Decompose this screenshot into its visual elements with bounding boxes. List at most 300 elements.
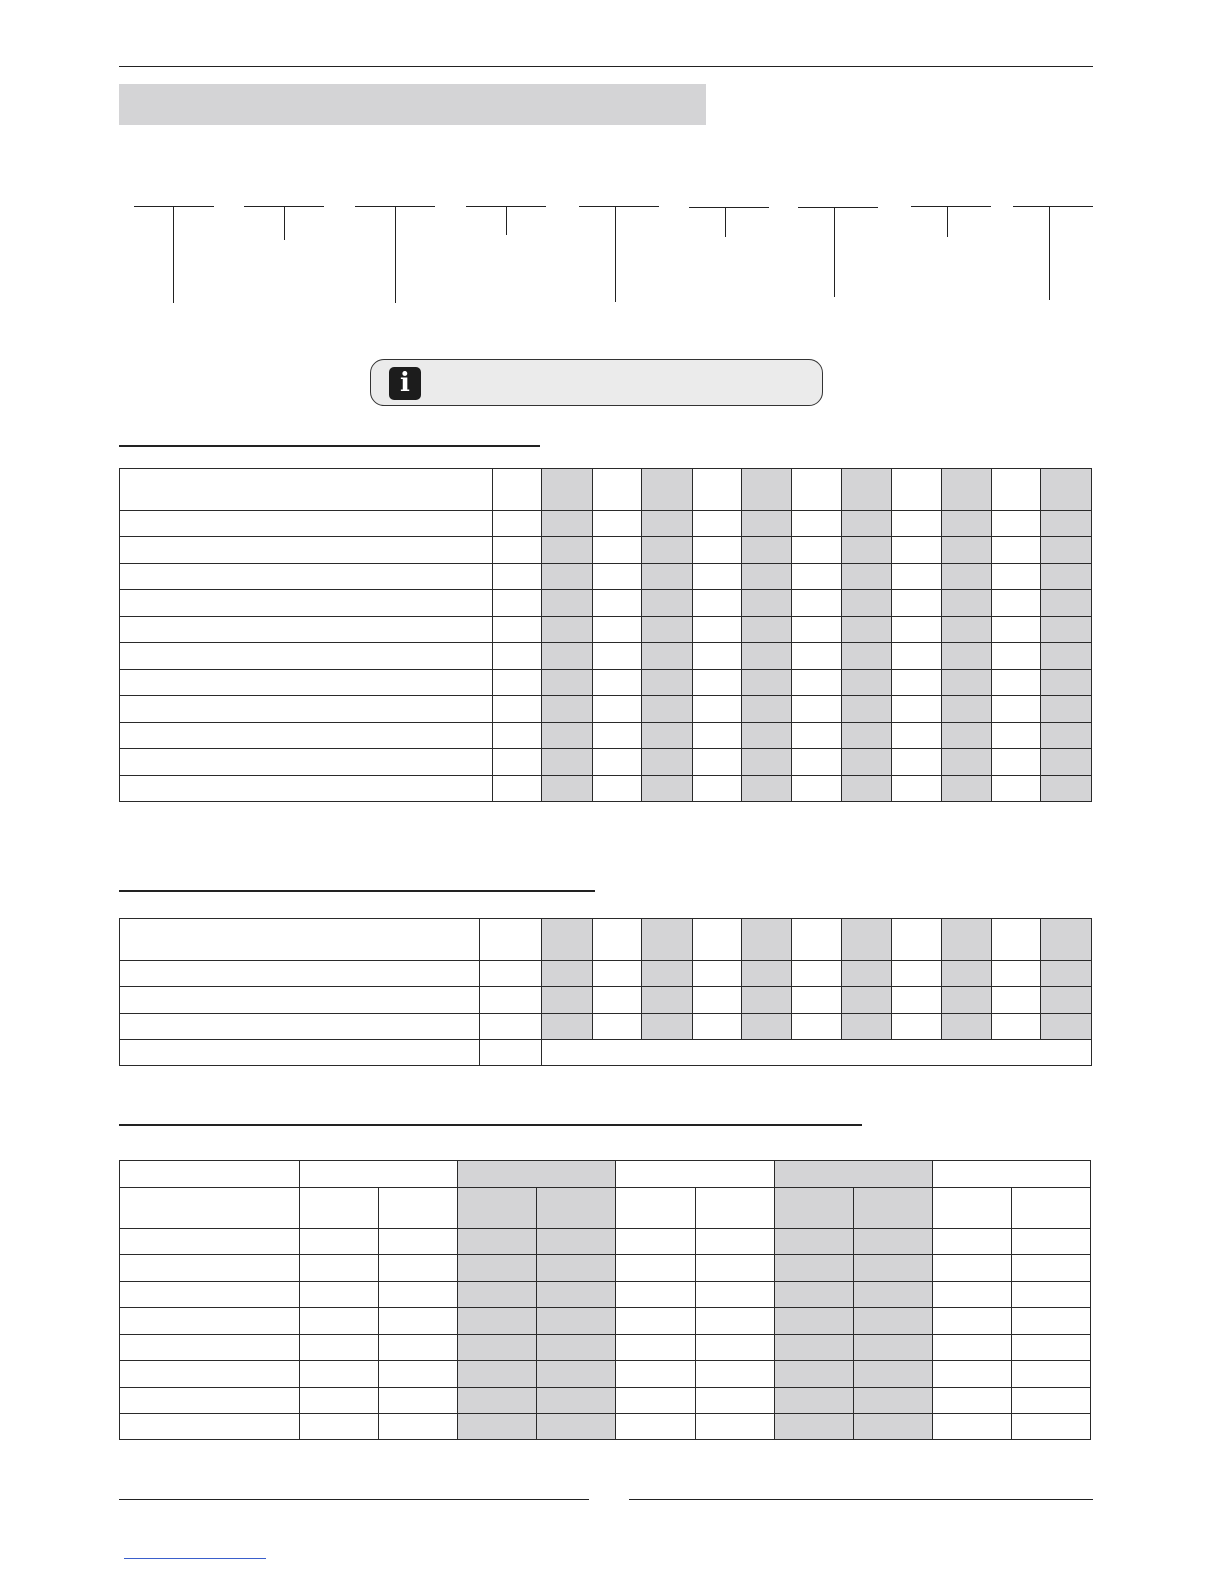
table-cell [120,511,493,537]
table-cell [853,1335,932,1361]
table-cell [742,511,792,537]
table-cell [742,564,792,590]
table-cell [1011,1188,1090,1229]
table-group-cell [300,1161,458,1188]
callout-leader [615,206,616,302]
table-cell [480,987,542,1014]
table-cell [695,1361,774,1388]
table-cell [841,511,891,537]
table-cell [792,469,841,511]
table-cell [542,961,592,987]
callout-bracket [689,207,769,208]
callout-leader [947,206,948,237]
table-cell [692,776,741,802]
table-cell [1011,1361,1090,1388]
table-cell [932,1255,1011,1282]
callout-leader [834,207,835,297]
spec-table-3 [119,1160,1091,1440]
table-cell [480,1040,542,1066]
table-cell [992,643,1041,670]
table-cell [493,617,542,643]
table-cell [493,723,542,749]
table-cell [792,670,841,696]
table-cell [642,1014,692,1040]
table-cell [458,1188,537,1229]
table-cell [542,987,592,1014]
table-group-cell [932,1161,1090,1188]
table-merged-cell [542,1040,1092,1066]
table-cell [742,961,792,987]
table-cell [742,696,792,723]
table-cell [1041,961,1092,987]
table-cell [774,1388,853,1414]
table-cell [742,749,792,776]
table-cell [941,696,991,723]
table-row [120,696,1092,723]
table-cell [892,723,941,749]
table-header-row [120,1188,1091,1229]
table-cell [642,511,692,537]
table-cell [892,643,941,670]
table-header-row [120,919,1092,961]
table-cell [537,1255,616,1282]
info-note [370,359,823,406]
table-cell [692,1014,741,1040]
spec-table-2 [119,918,1092,1066]
table-cell [493,670,542,696]
table-cell [537,1229,616,1255]
table-cell [379,1229,458,1255]
table-cell [616,1229,695,1255]
table-cell [841,564,891,590]
table-cell [542,776,592,802]
table-cell [853,1282,932,1308]
table-cell [892,670,941,696]
table-cell [692,564,741,590]
table-cell [592,643,641,670]
table-cell [792,643,841,670]
table-cell [692,749,741,776]
table-cell [616,1414,695,1440]
table-cell [841,749,891,776]
table-cell [841,617,891,643]
table-cell [692,590,741,617]
table-cell [695,1335,774,1361]
table-cell [592,1014,641,1040]
table-row [120,511,1092,537]
table-cell [932,1229,1011,1255]
table-cell [120,564,493,590]
table-cell [692,643,741,670]
table-row [120,1255,1091,1282]
table-cell [120,1414,300,1440]
callout-bracket [1013,206,1093,207]
top-rule [119,66,1093,67]
table-cell [379,1388,458,1414]
table-cell [592,537,641,564]
callout-leader [395,206,396,303]
table-cell [537,1188,616,1229]
table-cell [592,987,641,1014]
table-row [120,961,1092,987]
section-heading-3 [119,1124,862,1126]
table-cell [642,670,692,696]
table-cell [774,1229,853,1255]
table-cell [792,723,841,749]
table-cell [542,537,592,564]
table-cell [792,987,841,1014]
table-row [120,1040,1092,1066]
table-cell [379,1335,458,1361]
table-cell [542,723,592,749]
table-cell [458,1388,537,1414]
table-row [120,670,1092,696]
callout-leader [506,206,507,235]
footer-link[interactable] [124,1558,266,1559]
table-cell [992,1014,1041,1040]
table-cell [774,1188,853,1229]
table-cell [642,469,692,511]
table-cell [592,961,641,987]
table-cell [892,590,941,617]
table-cell [892,696,941,723]
table-cell [941,643,991,670]
table-cell [480,961,542,987]
table-cell [892,749,941,776]
table-cell [542,696,592,723]
table-cell [120,1014,480,1040]
table-cell [695,1282,774,1308]
table-cell [941,590,991,617]
table-cell [1041,670,1092,696]
table-cell [792,564,841,590]
table-cell [932,1335,1011,1361]
table-cell [841,987,891,1014]
table-cell [120,723,493,749]
table-cell [592,749,641,776]
table-cell [379,1282,458,1308]
table-cell [892,617,941,643]
table-cell [493,696,542,723]
table-cell [592,564,641,590]
table-cell [379,1361,458,1388]
table-cell [695,1414,774,1440]
table-cell [892,919,941,961]
table-cell [120,617,493,643]
table-cell [941,987,991,1014]
table-cell [592,776,641,802]
table-cell [1011,1414,1090,1440]
table-cell [792,749,841,776]
table-cell [493,776,542,802]
table-cell [1041,723,1092,749]
table-cell [120,1255,300,1282]
table-cell [695,1255,774,1282]
table-cell [941,749,991,776]
table-row [120,1414,1091,1440]
table-cell [542,469,592,511]
table-cell [542,590,592,617]
table-cell [892,537,941,564]
table-cell [592,469,641,511]
table-cell [841,469,891,511]
table-cell [542,670,592,696]
table-cell [1041,776,1092,802]
table-row [120,1361,1091,1388]
table-cell [892,987,941,1014]
page-title-bar [119,84,706,125]
table-cell [120,1188,300,1229]
table-cell [892,1014,941,1040]
table-cell [692,696,741,723]
table-cell [853,1188,932,1229]
table-cell [120,776,493,802]
table-cell [616,1335,695,1361]
table-cell [592,696,641,723]
table-cell [458,1414,537,1440]
callout-leader [725,207,726,237]
table-cell [1041,469,1092,511]
table-cell [692,723,741,749]
table-cell [1011,1335,1090,1361]
table-cell [120,537,493,564]
table-cell [742,590,792,617]
table-cell [542,617,592,643]
table-row [120,749,1092,776]
table-cell [742,469,792,511]
table-cell [642,696,692,723]
table-cell [300,1361,379,1388]
table-cell [458,1335,537,1361]
table-cell [642,643,692,670]
table-cell [300,1255,379,1282]
table-row [120,1014,1092,1040]
table-cell [992,670,1041,696]
table-cell [853,1308,932,1335]
table-cell [992,537,1041,564]
table-row [120,723,1092,749]
table-cell [892,511,941,537]
table-cell [932,1388,1011,1414]
table-cell [592,670,641,696]
table-cell [992,776,1041,802]
table-cell [1011,1308,1090,1335]
table-cell [841,643,891,670]
table-cell [841,919,891,961]
callout-bracket [911,206,991,207]
table-cell [992,590,1041,617]
table-cell [792,1014,841,1040]
table-cell [300,1308,379,1335]
table-cell [616,1361,695,1388]
table-cell [480,919,542,961]
table-cell [932,1361,1011,1388]
table-cell [841,590,891,617]
table-cell [493,537,542,564]
table-cell [642,961,692,987]
table-cell [120,1161,300,1188]
table-cell [941,1014,991,1040]
table-cell [458,1282,537,1308]
table-group-cell [774,1161,932,1188]
table-cell [592,617,641,643]
table-cell [642,537,692,564]
table-cell [932,1308,1011,1335]
callout-leader [1049,206,1050,300]
table-cell [537,1335,616,1361]
table-header-row [120,469,1092,511]
table-cell [300,1414,379,1440]
info-icon: i [389,367,421,400]
table-cell [480,1014,542,1040]
table-cell [120,961,480,987]
table-cell [892,961,941,987]
table-cell [300,1188,379,1229]
table-cell [616,1388,695,1414]
table-cell [941,564,991,590]
table-cell [1041,919,1092,961]
callout-leader [284,206,285,240]
table-cell [695,1388,774,1414]
table-cell [542,643,592,670]
table-cell [616,1188,695,1229]
table-cell [692,511,741,537]
table-cell [992,564,1041,590]
table-cell [853,1229,932,1255]
callout-bracket [798,207,878,208]
table-cell [792,696,841,723]
table-cell [379,1414,458,1440]
table-cell [542,511,592,537]
callout-bracket [579,206,659,207]
table-cell [792,617,841,643]
table-cell [493,590,542,617]
table-cell [120,1388,300,1414]
table-cell [992,987,1041,1014]
table-cell [692,961,741,987]
table-cell [1041,987,1092,1014]
table-cell [792,919,841,961]
table-cell [992,723,1041,749]
table-cell [642,564,692,590]
table-cell [1041,537,1092,564]
table-cell [1041,1014,1092,1040]
table-cell [792,537,841,564]
table-cell [120,670,493,696]
table-cell [792,961,841,987]
table-cell [379,1308,458,1335]
table-cell [932,1414,1011,1440]
table-row [120,643,1092,670]
table-cell [493,564,542,590]
table-group-header-row [120,1161,1091,1188]
section-heading-1 [119,445,540,447]
table-cell [1011,1282,1090,1308]
table-cell [1011,1229,1090,1255]
table-cell [774,1414,853,1440]
table-cell [841,696,891,723]
table-cell [853,1361,932,1388]
table-cell [695,1229,774,1255]
table-row [120,564,1092,590]
table-cell [379,1255,458,1282]
table-cell [1041,643,1092,670]
table-cell [120,987,480,1014]
table-cell [537,1361,616,1388]
table-row [120,537,1092,564]
table-cell [774,1335,853,1361]
table-cell [692,987,741,1014]
table-cell [774,1308,853,1335]
table-cell [493,749,542,776]
table-cell [542,919,592,961]
table-cell [941,723,991,749]
table-cell [537,1414,616,1440]
callout-leader [173,206,174,303]
table-cell [537,1282,616,1308]
table-cell [1041,590,1092,617]
table-cell [742,643,792,670]
table-cell [493,469,542,511]
table-row [120,1388,1091,1414]
spec-table-1 [119,468,1092,802]
table-cell [642,590,692,617]
table-cell [1041,564,1092,590]
table-cell [695,1308,774,1335]
table-cell [300,1388,379,1414]
table-cell [932,1188,1011,1229]
table-row [120,1308,1091,1335]
table-cell [692,537,741,564]
table-cell [642,617,692,643]
table-cell [592,511,641,537]
table-cell [120,1308,300,1335]
table-cell [642,723,692,749]
table-cell [742,723,792,749]
footer-rule-left [119,1499,589,1500]
table-cell [892,564,941,590]
table-cell [120,1282,300,1308]
table-cell [841,961,891,987]
table-cell [1011,1255,1090,1282]
table-cell [841,776,891,802]
table-cell [120,1361,300,1388]
table-cell [941,961,991,987]
table-row [120,617,1092,643]
table-cell [300,1229,379,1255]
table-cell [941,537,991,564]
table-cell [742,1014,792,1040]
table-cell [616,1308,695,1335]
table-cell [992,617,1041,643]
table-cell [742,919,792,961]
table-cell [1041,511,1092,537]
table-cell [300,1282,379,1308]
table-cell [932,1282,1011,1308]
table-cell [692,617,741,643]
table-cell [458,1361,537,1388]
table-cell [458,1229,537,1255]
table-cell [493,643,542,670]
table-cell [992,961,1041,987]
table-cell [692,469,741,511]
table-cell [537,1388,616,1414]
table-cell [695,1188,774,1229]
table-cell [941,617,991,643]
table-cell [774,1282,853,1308]
table-cell [542,749,592,776]
table-cell [616,1282,695,1308]
